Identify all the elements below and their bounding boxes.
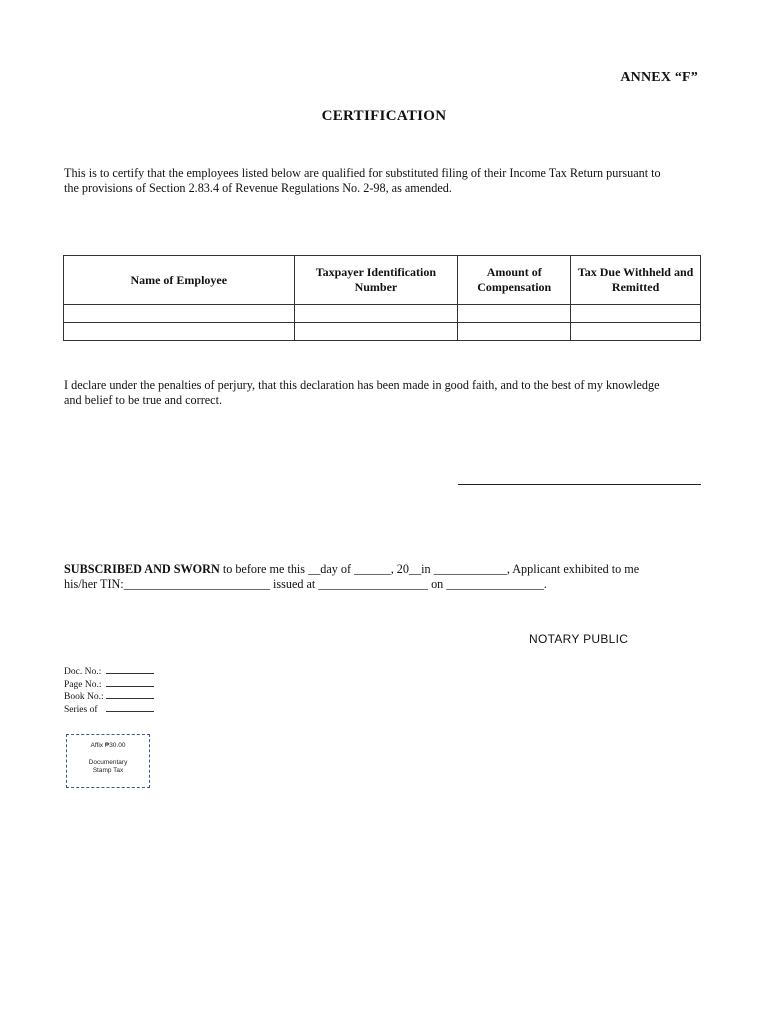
- doc-no-label: Doc. No.:: [64, 667, 102, 677]
- intro-line-2: the provisions of Section 2.83.4 of Revenue Regulations No. 2-98, as amended.: [64, 181, 452, 195]
- header-text: Number: [354, 280, 398, 294]
- notarial-register-fields: [64, 665, 154, 715]
- annex-label: ANNEX “F”: [620, 70, 698, 85]
- doc-no-field: [64, 665, 154, 678]
- table-header-row: [64, 256, 701, 305]
- series-of-field: [64, 703, 154, 716]
- table-cell[interactable]: [458, 305, 571, 323]
- series-of-label: Series of: [64, 704, 98, 715]
- table-cell[interactable]: [294, 323, 458, 341]
- header-text: Taxpayer Identification: [315, 265, 437, 279]
- jurat-line-2: his/her TIN:________________________ issued at __________________ on ________________.: [64, 577, 547, 591]
- declaration-line-1: I declare under the penalties of perjury, that this declaration has been made in good faith, and to the best of my knowledge: [64, 378, 660, 392]
- table-cell[interactable]: [458, 323, 571, 341]
- jurat-bold-lead: SUBSCRIBED AND SWORN: [64, 562, 220, 576]
- declaration-paragraph: [64, 378, 704, 408]
- header-text: Tax Due Withheld and: [577, 265, 694, 279]
- jurat-paragraph: [64, 562, 704, 592]
- table-cell[interactable]: [64, 323, 295, 341]
- header-text: Compensation: [477, 280, 552, 294]
- jurat-line-1-rest: to before me this __day of ______, 20__in ____________, Applicant exhibited to me: [219, 562, 640, 576]
- employee-table: [63, 255, 701, 341]
- header-text: Remitted: [611, 280, 660, 294]
- page-title: CERTIFICATION: [321, 108, 447, 124]
- table-row: [64, 305, 701, 323]
- series-of-blank[interactable]: [106, 703, 154, 712]
- documentary-stamp-box: [66, 734, 150, 788]
- table-row: [64, 323, 701, 341]
- page-no-field: [64, 678, 154, 691]
- header-text: Amount of: [486, 265, 542, 279]
- table-cell[interactable]: [571, 305, 701, 323]
- header-tin: [294, 256, 458, 305]
- table-cell[interactable]: [64, 305, 295, 323]
- book-no-field: [64, 690, 154, 703]
- header-text: Name of Employee: [130, 272, 228, 287]
- stamp-documentary-text: Documentary: [88, 759, 128, 766]
- jurat-line-1: [64, 562, 704, 577]
- intro-line-1: This is to certify that the employees listed below are qualified for substituted filing of their Income Tax Return pursuant to: [64, 166, 661, 180]
- table-cell[interactable]: [294, 305, 458, 323]
- intro-paragraph: [64, 166, 704, 196]
- stamp-tax-text: Stamp Tax: [92, 767, 124, 774]
- page-no-blank[interactable]: [106, 678, 154, 687]
- book-no-label: Book No.:: [64, 692, 104, 702]
- doc-no-blank[interactable]: [106, 665, 154, 674]
- notary-public-label: NOTARY PUBLIC: [529, 632, 629, 646]
- declaration-line-2: and belief to be true and correct.: [64, 393, 223, 407]
- header-name-of-employee: [64, 256, 295, 305]
- book-no-blank[interactable]: [106, 690, 154, 699]
- signature-line: [458, 484, 701, 485]
- header-amount-of-compensation: [458, 256, 571, 305]
- header-tax-due-withheld: [571, 256, 701, 305]
- page-no-label: Page No.:: [64, 679, 102, 690]
- table-cell[interactable]: [571, 323, 701, 341]
- stamp-affix-text: Affix ₱30.00: [90, 742, 126, 749]
